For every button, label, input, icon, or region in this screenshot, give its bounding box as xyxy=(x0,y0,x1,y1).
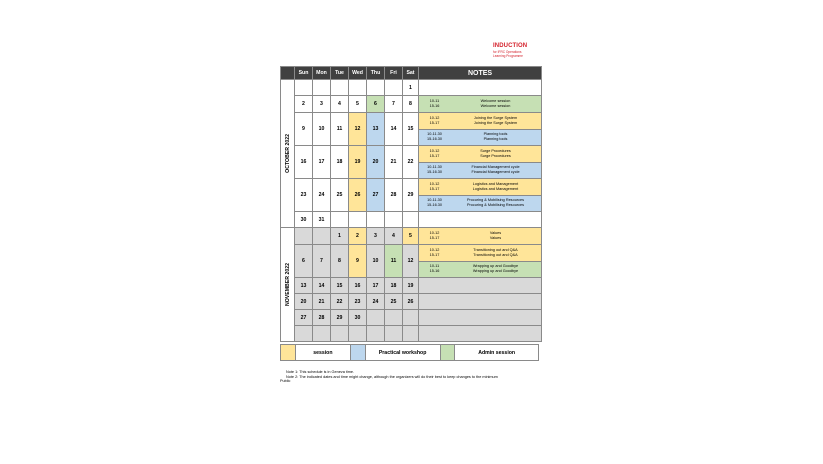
note-time: 10-11.30 xyxy=(427,165,442,170)
day-cell-mon xyxy=(313,326,331,342)
day-cell-sun: 20 xyxy=(295,294,313,310)
notes-cell xyxy=(419,113,542,146)
notes-cell xyxy=(419,96,542,113)
note-description: Financial Management cycle xyxy=(471,170,520,175)
day-cell-tue xyxy=(331,80,349,96)
week-row xyxy=(281,96,542,113)
day-cell-thu: 20 xyxy=(367,146,385,179)
day-cell-sun xyxy=(295,228,313,245)
note-line xyxy=(419,236,541,241)
day-cell-sun: 6 xyxy=(295,245,313,278)
day-cell-sun xyxy=(295,326,313,342)
day-cell-sat: 22 xyxy=(403,146,419,179)
day-cell-wed: 5 xyxy=(349,96,367,113)
notes-cell xyxy=(419,212,542,228)
day-cell-sat: 29 xyxy=(403,179,419,212)
week-row xyxy=(281,113,542,146)
note-time: 15-16 xyxy=(429,104,440,108)
day-cell-sat: 8 xyxy=(403,96,419,113)
note-time: 10-12 xyxy=(429,181,440,186)
note-description: Joining the Surge System xyxy=(473,115,518,120)
day-cell-thu: 13 xyxy=(367,113,385,146)
day-cell-sat xyxy=(403,212,419,228)
day-cell-wed xyxy=(349,212,367,228)
notes-cell xyxy=(419,294,542,310)
day-cell-thu: 24 xyxy=(367,294,385,310)
day-cell-tue: 8 xyxy=(331,245,349,278)
day-cell-wed: 30 xyxy=(349,310,367,326)
schedule-calendar xyxy=(280,66,542,342)
note-block xyxy=(419,113,541,129)
note-line xyxy=(419,170,541,175)
week-row xyxy=(281,228,542,245)
note-block xyxy=(419,179,541,195)
week-row xyxy=(281,179,542,212)
day-cell-fri xyxy=(385,80,403,96)
day-cell-fri xyxy=(385,310,403,326)
day-cell-mon: 3 xyxy=(313,96,331,113)
day-cell-mon: 31 xyxy=(313,212,331,228)
brand-logo xyxy=(493,43,543,58)
day-cell-mon xyxy=(313,228,331,245)
note-description: Planning tools xyxy=(483,132,508,137)
day-cell-thu: 27 xyxy=(367,179,385,212)
month-label-cell xyxy=(281,228,295,342)
notes-header: NOTES xyxy=(419,67,542,80)
day-cell-sat: 19 xyxy=(403,278,419,294)
note-time: 10-11 xyxy=(429,264,440,269)
note-line xyxy=(419,121,541,126)
legend-swatch-admin xyxy=(441,345,456,360)
day-cell-sat: 15 xyxy=(403,113,419,146)
day-cell-sat: 26 xyxy=(403,294,419,310)
note-block xyxy=(419,96,541,112)
month-column-header xyxy=(281,67,295,80)
note-description: Transitioning out and Q&A xyxy=(473,252,518,257)
note-time: 10-11.30 xyxy=(427,132,442,137)
day-cell-thu: 6 xyxy=(367,96,385,113)
note-time: 10-12 xyxy=(429,247,440,252)
week-row xyxy=(281,146,542,179)
day-cell-tue: 4 xyxy=(331,96,349,113)
note-time: 15-17 xyxy=(429,120,440,125)
day-cell-sun: 13 xyxy=(295,278,313,294)
day-header-mon: Mon xyxy=(313,67,331,80)
day-cell-thu xyxy=(367,212,385,228)
week-row xyxy=(281,326,542,342)
brand-subtitle-2: Learning Programme xyxy=(493,54,523,58)
notes-cell xyxy=(419,245,542,278)
day-cell-mon: 14 xyxy=(313,278,331,294)
day-cell-tue: 18 xyxy=(331,146,349,179)
day-cell-fri xyxy=(385,212,403,228)
day-cell-thu: 17 xyxy=(367,278,385,294)
day-cell-sun: 9 xyxy=(295,113,313,146)
notes-cell xyxy=(419,326,542,342)
day-cell-tue: 25 xyxy=(331,179,349,212)
day-cell-sun: 30 xyxy=(295,212,313,228)
note-line xyxy=(419,253,541,258)
note-time: 15-17 xyxy=(429,186,440,191)
day-header-wed: Wed xyxy=(349,67,367,80)
legend-swatch-session xyxy=(281,345,296,360)
legend xyxy=(280,344,539,361)
note-time: 15-17 xyxy=(429,236,440,240)
notes-cell xyxy=(419,310,542,326)
note-description: Wrapping up and Goodbye xyxy=(472,264,519,269)
note-description: Surge Procedures xyxy=(480,148,511,153)
day-cell-wed: 23 xyxy=(349,294,367,310)
note-block xyxy=(419,129,541,146)
notes-cell xyxy=(419,228,542,245)
day-header-thu: Thu xyxy=(367,67,385,80)
day-cell-wed xyxy=(349,80,367,96)
note-description: Wrapping up and Goodbye xyxy=(472,269,519,274)
note-time: 10-11 xyxy=(429,99,440,103)
day-cell-wed: 16 xyxy=(349,278,367,294)
note-time: 15-16.30 xyxy=(427,203,442,208)
day-cell-sun xyxy=(295,80,313,96)
note-description: Values xyxy=(489,236,502,240)
note-description: Logistics and Management xyxy=(472,181,519,186)
day-cell-wed xyxy=(349,326,367,342)
footnote-2-continued: Public xyxy=(280,379,291,384)
day-cell-thu xyxy=(367,310,385,326)
note-time: 10-12 xyxy=(429,231,440,235)
day-cell-mon: 17 xyxy=(313,146,331,179)
day-cell-wed: 9 xyxy=(349,245,367,278)
day-cell-tue: 15 xyxy=(331,278,349,294)
note-time: 15-16.30 xyxy=(427,170,442,175)
note-description: Financial Management cycle xyxy=(471,165,520,170)
legend-label-admin: Admin session xyxy=(478,349,516,356)
day-header-fri: Fri xyxy=(385,67,403,80)
note-time: 15-17 xyxy=(429,252,440,257)
calendar-body xyxy=(281,80,542,342)
note-description: Procuring & Mobilising Resources xyxy=(467,198,524,203)
brand-subtitle-1: for IFRC Operations xyxy=(493,50,522,54)
note-time: 15-16 xyxy=(429,269,440,274)
day-cell-sat xyxy=(403,326,419,342)
day-cell-fri xyxy=(385,326,403,342)
legend-swatch-workshop xyxy=(351,345,366,360)
note-time: 15-17 xyxy=(429,153,440,158)
week-row xyxy=(281,278,542,294)
month-label: NOVEMBER 2022 xyxy=(284,263,291,306)
note-line xyxy=(419,203,541,208)
legend-label-session: session xyxy=(296,345,351,360)
note-block xyxy=(419,261,541,278)
day-cell-fri: 14 xyxy=(385,113,403,146)
note-line xyxy=(419,269,541,274)
day-cell-mon: 10 xyxy=(313,113,331,146)
day-cell-sun: 16 xyxy=(295,146,313,179)
day-cell-mon: 28 xyxy=(313,310,331,326)
note-description: Joining the Surge System xyxy=(473,120,518,125)
month-label-cell xyxy=(281,80,295,228)
notes-cell xyxy=(419,179,542,212)
note-time: 10-12 xyxy=(429,115,440,120)
legend-label-workshop: Practical workshop xyxy=(366,345,441,360)
brand-title: INDUCTION xyxy=(493,43,528,49)
day-cell-tue xyxy=(331,212,349,228)
note-time: 10-11.30 xyxy=(427,198,442,203)
day-cell-fri: 11 xyxy=(385,245,403,278)
week-row xyxy=(281,294,542,310)
day-cell-tue: 11 xyxy=(331,113,349,146)
day-cell-thu: 3 xyxy=(367,228,385,245)
note-description: Surge Procedures xyxy=(480,153,511,158)
day-cell-mon: 21 xyxy=(313,294,331,310)
note-block xyxy=(419,245,541,261)
day-cell-fri: 18 xyxy=(385,278,403,294)
day-cell-fri: 21 xyxy=(385,146,403,179)
day-header-sun: Sun xyxy=(295,67,313,80)
day-cell-fri: 28 xyxy=(385,179,403,212)
day-cell-fri: 7 xyxy=(385,96,403,113)
note-time: 15-16.30 xyxy=(427,137,442,142)
day-cell-wed: 19 xyxy=(349,146,367,179)
footnote-2: Note 2: The indicated dates and time might change, although the organizers will do their best to keep changes to the minimum xyxy=(286,374,498,379)
note-block xyxy=(419,146,541,162)
note-time: 10-12 xyxy=(429,148,440,153)
note-description: Welcome session xyxy=(480,104,511,108)
day-cell-mon xyxy=(313,80,331,96)
day-cell-wed: 2 xyxy=(349,228,367,245)
month-label: OCTOBER 2022 xyxy=(284,134,291,173)
note-description: Transitioning out and Q&A xyxy=(473,247,518,252)
day-cell-fri: 25 xyxy=(385,294,403,310)
day-header-tue: Tue xyxy=(331,67,349,80)
note-description: Values xyxy=(489,231,502,235)
day-cell-fri: 4 xyxy=(385,228,403,245)
note-line xyxy=(419,187,541,192)
note-block xyxy=(419,162,541,179)
note-block xyxy=(419,195,541,212)
footnote-1: Note 1: This schedule is in Geneva time. xyxy=(286,370,355,374)
note-description: Planning tools xyxy=(483,137,508,142)
day-cell-tue: 1 xyxy=(331,228,349,245)
notes-cell xyxy=(419,80,542,96)
day-header-sat: Sat xyxy=(403,67,419,80)
day-cell-tue xyxy=(331,326,349,342)
notes-cell xyxy=(419,278,542,294)
day-cell-tue: 22 xyxy=(331,294,349,310)
week-row xyxy=(281,245,542,278)
note-block xyxy=(419,228,541,244)
day-cell-sat: 5 xyxy=(403,228,419,245)
note-line xyxy=(419,104,541,109)
day-cell-tue: 29 xyxy=(331,310,349,326)
note-description: Procuring & Mobilising Resources xyxy=(467,203,524,208)
day-cell-wed: 26 xyxy=(349,179,367,212)
day-cell-sat: 1 xyxy=(403,80,419,96)
day-cell-mon: 7 xyxy=(313,245,331,278)
day-cell-mon: 24 xyxy=(313,179,331,212)
footnotes xyxy=(280,370,550,384)
week-row xyxy=(281,310,542,326)
note-description: Logistics and Management xyxy=(472,186,519,191)
day-cell-sat xyxy=(403,310,419,326)
week-row xyxy=(281,212,542,228)
day-cell-sun: 27 xyxy=(295,310,313,326)
calendar-header-row xyxy=(281,67,542,80)
note-line xyxy=(419,137,541,142)
day-cell-thu xyxy=(367,326,385,342)
day-cell-sun: 2 xyxy=(295,96,313,113)
week-row xyxy=(281,80,542,96)
note-description: Welcome session xyxy=(480,99,511,103)
day-cell-sat: 12 xyxy=(403,245,419,278)
day-cell-thu xyxy=(367,80,385,96)
day-cell-sun: 23 xyxy=(295,179,313,212)
day-cell-thu: 10 xyxy=(367,245,385,278)
notes-cell xyxy=(419,146,542,179)
note-line xyxy=(419,154,541,159)
day-cell-wed: 12 xyxy=(349,113,367,146)
